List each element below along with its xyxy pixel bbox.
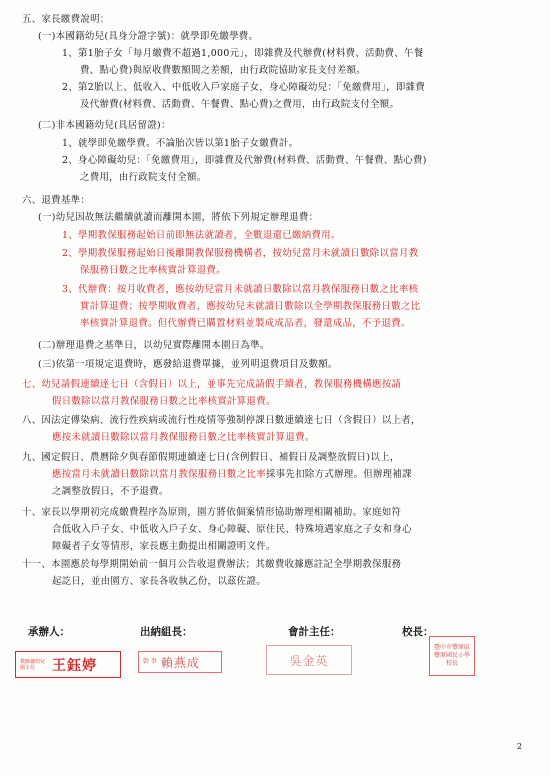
section9-line2 <box>52 468 412 482</box>
handler-stamp-name: 王鈺婷 <box>52 657 97 674</box>
section5-b1: 1、就學即免繳學費。不論胎次皆以第1胎子女繳費計。 <box>62 138 299 149</box>
section6-a3-line3: 率核實計算退費。但代辦費已購置材料並製成成品者，發還成品，不予退費。 <box>80 318 411 329</box>
section10-line3: 障礙者子女等情形，家長應主動提出相關證明文件。 <box>52 541 276 552</box>
section8-line1-b: 者， <box>401 415 421 426</box>
section9-line2-a: 應按當月未就讀日數 <box>52 469 140 480</box>
section10-line1: 十、家長以學期初完成繳費程序為原則，園方將依個案情形協助辦理相關補助。家庭如符 <box>22 507 402 518</box>
section5-b-title: (二)非本國籍幼兒(具居留證)： <box>38 120 171 131</box>
section5-a2-line2: 及代辦費(材料費、活動費、午餐費、點心費)之費用，由行政院支付全額。 <box>80 99 400 110</box>
handler-label: 承辦人： <box>28 626 70 638</box>
section8-line2: 應按未就讀日數除以當月教保服務日數之比率核實計算退費。 <box>52 432 315 443</box>
section9-line3: 之調整放假日，不予退費。 <box>52 486 169 497</box>
section6-c: (三)依第一項規定退費時，應發給退費單據，並列明退費項目及數額。 <box>38 359 338 370</box>
section5-a-title: (一)本國籍幼兒(具身分證字號)：就學即免繳學費。 <box>38 31 259 42</box>
section11-line2: 起訖日，並由園方、家長各收執乙份，以茲佐證。 <box>52 576 266 587</box>
section5-title: 五、家長繳費說明： <box>22 14 110 25</box>
accounting-stamp <box>266 645 352 675</box>
section6-b: (二)辦理退費之基準日，以幼兒實際離開本園日為準。 <box>38 340 270 351</box>
principal-label: 校長： <box>402 626 434 638</box>
section11-line1: 十一、本園應於每學期開始前一個月公告收退費辦法；其繳費收據應註記全學期教保服務 <box>22 559 402 570</box>
section5-a1-line2: 費、點心費)與原收費數額間之差額，由行政院協助家長支付差額。 <box>80 65 367 76</box>
section6-title: 六、退費基準： <box>22 195 91 206</box>
section8-line1 <box>22 414 421 428</box>
section5-a1-line1: 1、第1胎子女「每月繳費不超過1,000元」，即雜費及代辦費(材料費、活動費、午餐 <box>62 48 424 59</box>
section8-line1-a: 八、因法定傳染病、流行性疾病或流行性疫情等強制停課日數連續達七日（含假日）以上 <box>22 415 402 426</box>
section6-a3-line2: 實計算退費；按學期收費者，應按幼兒未就讀日數除以全學期教保服務日數之比 <box>80 301 421 312</box>
section5-b2-line1: 2、身心障礙幼兒：「免繳費用」，即雜費及代辦費(材料費、活動費、午餐費、點心費) <box>62 155 427 166</box>
section5-a2-line1: 2、第2胎以上、低收入、中低收入戶家庭子女，身心障礙幼兒：「免繳費用」，即雜費 <box>62 82 426 93</box>
section6-a3-line1: 3、代辦費：按月收費者，應按幼兒當月未就讀日數除以當月教保服務日數之比率核 <box>62 284 419 295</box>
cashier-stamp <box>138 651 222 673</box>
section9-line2-b: 除以當月教保服務日數之比率 <box>139 469 266 480</box>
section6-a2-line2: 保服務日數之比率核實計算退費。 <box>80 265 226 276</box>
section6-a2-line1: 2、學期教保服務起始日後離開教保服務機構者，按幼兒當月未就讀日數除以當月教 <box>62 248 419 259</box>
section5-b2-line2: 之費用，由行政院支付全額。 <box>80 172 207 183</box>
section10-line2: 合低收入戶子女、中低收入戶子女、身心障礙、原住民、特殊境遇家庭之子女和身心 <box>52 524 412 535</box>
handler-stamp-title: 教師兼幼兒園主任 <box>20 658 46 671</box>
section9-line2-c: 採事先扣除方式辦理。但辦理補課 <box>265 469 412 480</box>
page-number: 2 <box>516 742 522 751</box>
section7-line1: 七、幼兒請假連續達七日（含假日）以上，並事先完成請假手續者，教保服務機構應按請 <box>22 379 402 390</box>
accounting-stamp-name: 吳金英 <box>289 653 329 668</box>
principal-stamp-name: 臺中市豐原區豐原國民小學校長 <box>433 644 470 667</box>
section9-line1: 九、國定假日、農曆除夕與春節假期連續達七日(含例假日、補假日及調整放假日)以上， <box>22 452 400 463</box>
cashier-label: 出納組長： <box>140 626 193 638</box>
principal-stamp <box>429 636 475 676</box>
section6-a-title: (一)幼兒因故無法繼續就讀而離開本園，將依下列規定辦理退費： <box>38 212 319 223</box>
handler-stamp <box>15 651 121 678</box>
section6-a1: 1、學期教保服務起始日前即無法就讀者，全數退還已繳納費用。 <box>62 230 341 241</box>
cashier-stamp-name: 賴燕成 <box>160 655 200 670</box>
cashier-stamp-title: 幹 事 <box>143 658 157 665</box>
accounting-label: 會計主任： <box>288 626 341 638</box>
section7-line2: 假日數除以當月教保服務日數之比率核實計算退費。 <box>52 396 276 407</box>
